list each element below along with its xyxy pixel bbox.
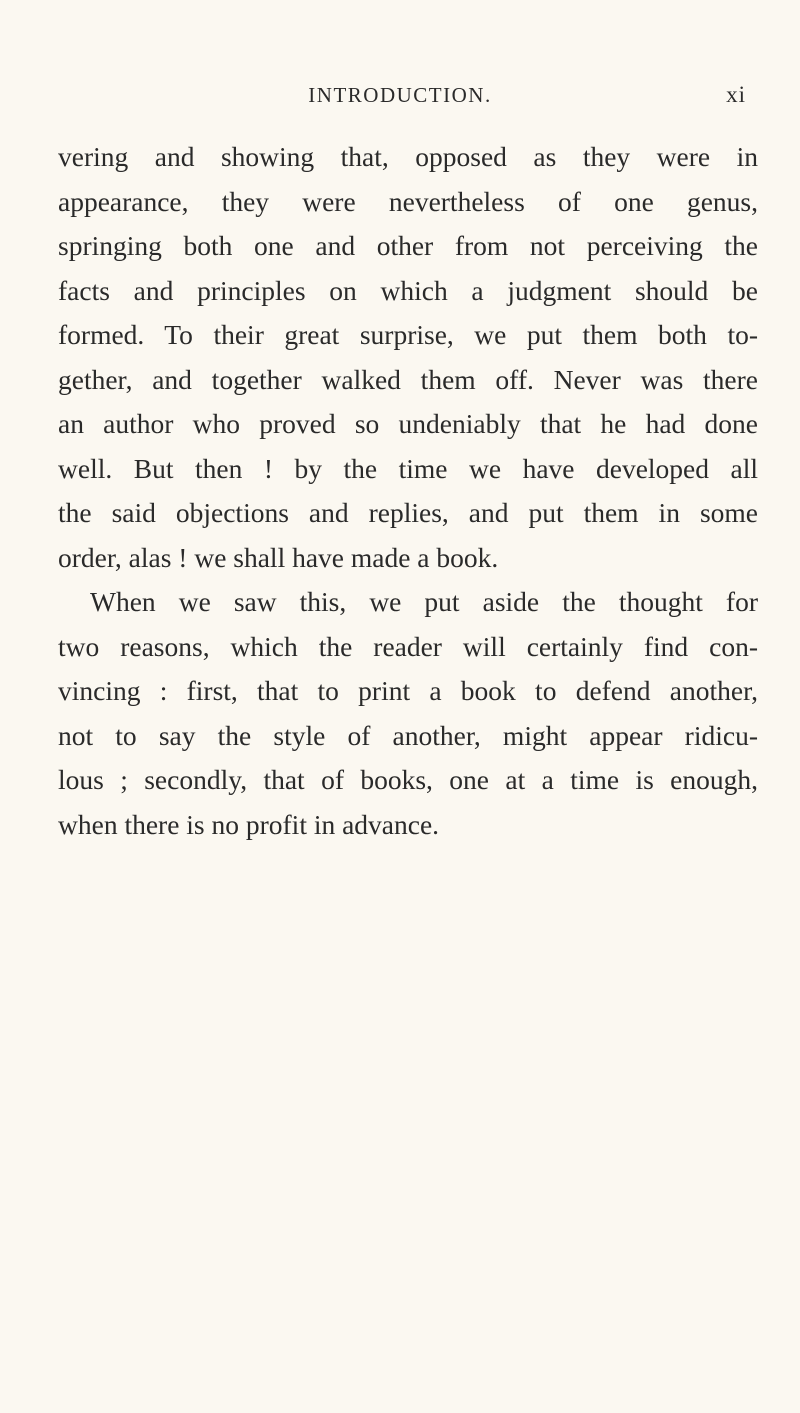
text-line: vering and showing that, opposed as they were in (58, 141, 758, 172)
text-line: facts and principles on which a judgment should be (58, 274, 758, 306)
running-head (0, 78, 800, 112)
text-line: two reasons, which the reader will certainly find con- (58, 630, 758, 662)
text-line: well. But then ! by the time we have developed all (58, 452, 758, 484)
text-line: when there is no profit in advance. (58, 808, 440, 840)
text-line: formed. To their great surprise, we put them both to- (58, 319, 758, 350)
text-line: order, alas ! we shall have made a book. (58, 541, 499, 573)
text-line: springing both one and other from not perceiving the (58, 230, 758, 261)
text-line: vincing : first, that to print a book to defend another, (58, 675, 758, 706)
text-line: not to say the style of another, might appear ridicu- (58, 719, 758, 751)
body-text (58, 135, 758, 847)
text-line: gether, and together walked them off. Never was there (58, 363, 758, 395)
paragraph-first-line: When we saw this, we put aside the thought for (90, 586, 758, 617)
text-line: appearance, they were nevertheless of one genus, (58, 185, 758, 217)
text-line: the said objections and replies, and put them in some (58, 497, 758, 528)
running-title: INTRODUCTION. (308, 83, 492, 107)
page-number: xi (726, 82, 746, 107)
text-line: an author who proved so undeniably that he had done (58, 408, 758, 439)
text-line: lous ; secondly, that of books, one at a time is enough, (58, 764, 758, 795)
